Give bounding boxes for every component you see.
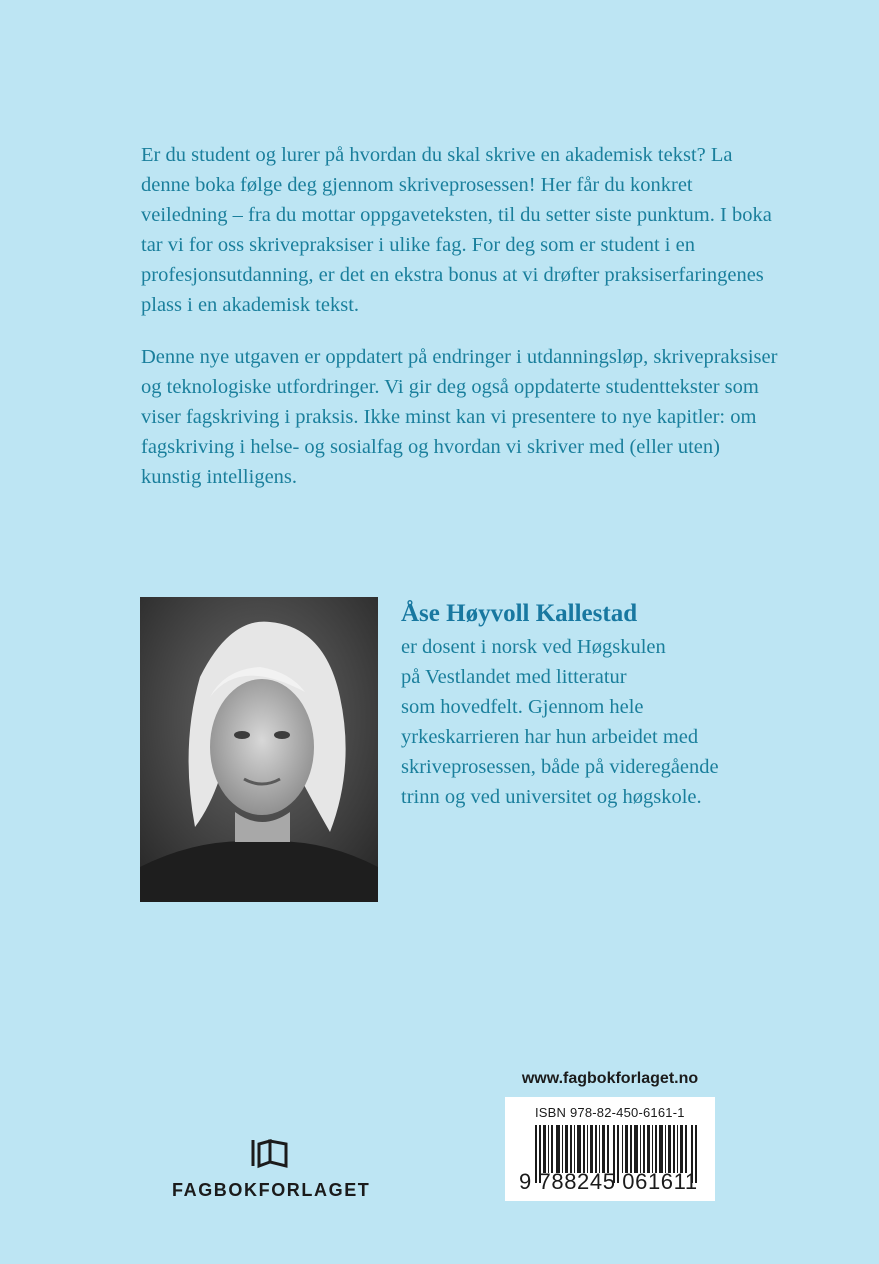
isbn-barcode bbox=[505, 1097, 715, 1201]
author-section bbox=[401, 598, 821, 812]
publisher-name: FAGBOKFORLAGET bbox=[172, 1180, 371, 1200]
author-bio-line: yrkeskarrieren har hun arbeidet med bbox=[401, 726, 699, 748]
isbn-label: ISBN 978-82-450-6161-1 bbox=[535, 1105, 685, 1120]
back-cover-blurb bbox=[141, 140, 781, 514]
author-bio-line: trinn og ved universitet og høgskole. bbox=[401, 786, 702, 808]
author-photo bbox=[140, 597, 378, 902]
author-bio-line: på Vestlandet med litteratur bbox=[401, 666, 627, 688]
author-bio-line: er dosent i norsk ved Høgskulen bbox=[401, 636, 666, 658]
blurb-paragraph-2: Denne nye utgaven er oppdatert på endringer i utdanningsløp, skrivepraksiser og teknologiske utfordringer. Vi gir deg også oppdaterte studenttekster som viser fagskriving i praksis. Ikke minst kan vi presentere to nye kapitler: om fagskriving i helse- og sosialfag og hvordan vi skriver med (eller uten) kunstig intelligens. bbox=[141, 346, 778, 488]
publisher-brand bbox=[172, 1138, 371, 1201]
book-logo-icon bbox=[249, 1138, 291, 1170]
publisher-website: www.fagbokforlaget.no bbox=[521, 1070, 699, 1087]
author-portrait-image bbox=[140, 597, 378, 902]
ean-digits: 9 788245 061611 bbox=[519, 1169, 698, 1194]
author-name: Åse Høyvoll Kallestad bbox=[401, 600, 638, 627]
author-bio bbox=[401, 632, 821, 812]
author-bio-line: som hovedfelt. Gjennom hele bbox=[401, 696, 644, 718]
blurb-paragraph-1: Er du student og lurer på hvordan du skal skrive en akademisk tekst? La denne boka følge deg gjennom skriveprosessen! Her får du konkret veiledning – fra du mottar oppgaveteksten, til du setter siste punktum. I boka tar vi for oss skrivepraksiser i ulike fag. For deg som er student i en profesjonsutdanning, er det en ekstra bonus at vi drøfter praksiserfaringenes plass i en akademisk tekst. bbox=[141, 144, 772, 316]
author-bio-line: skriveprosessen, både på videregående bbox=[401, 756, 719, 778]
